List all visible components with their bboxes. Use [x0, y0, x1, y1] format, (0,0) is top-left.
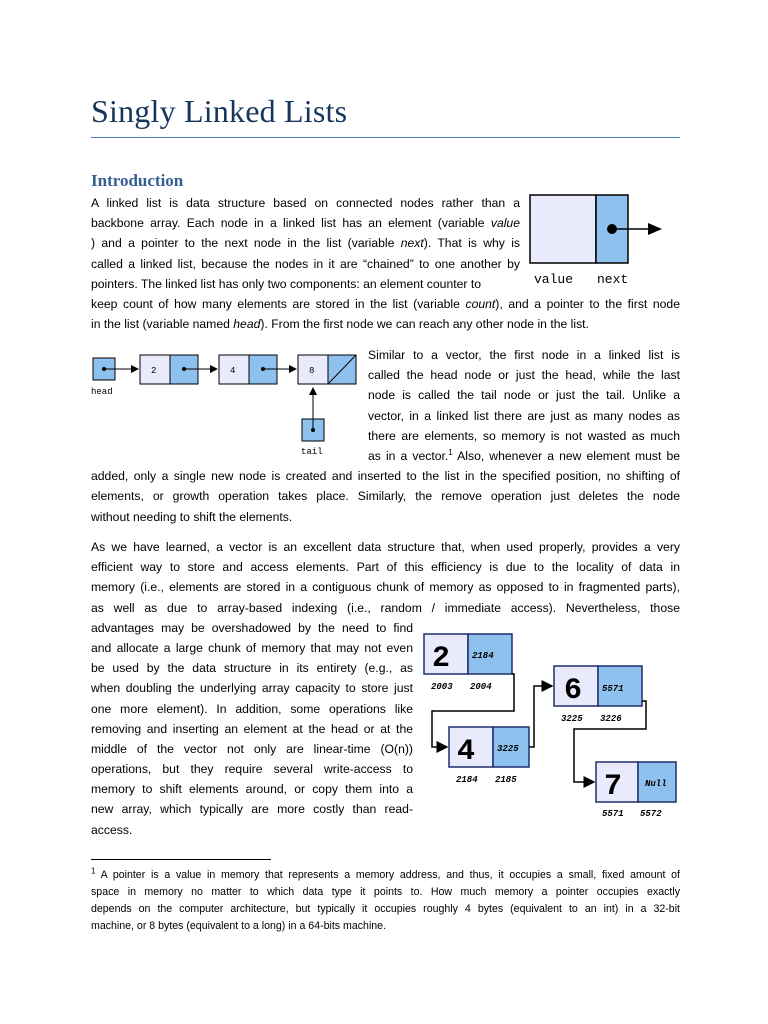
tail-label: tail: [301, 447, 323, 457]
memory-node-value: 4: [457, 735, 476, 769]
p3-line-5: advantages may be overshadowed by the need to find: [91, 620, 413, 635]
p1-line-6: keep count of how many elements are stored in the list (variable count), and a pointer to the first node: [91, 296, 680, 311]
p1-line-5: pointers. The linked list has only two components: an element counter to: [91, 276, 481, 291]
p1-line-1: A linked list is data structure based on connected nodes rather than a: [91, 196, 520, 210]
memory-node-value: 7: [604, 770, 623, 804]
footnote-line-1: $^1$ A pointer is a value in memory that represents a memory address, and thus, it occupies a small, fixed amount of: [91, 866, 680, 881]
p3-line-3: memory (i.e., elements are stored in a contiguous chunk of memory as opposed to in fragmented parts),: [91, 580, 680, 595]
footnote-rule: [91, 859, 271, 860]
p1-line-2: backbone array. Each node in a linked list has an element (variable value: [91, 216, 520, 231]
memory-address: 5572: [640, 809, 662, 819]
memory-address: 3226: [600, 714, 622, 724]
list-node-value: 4: [230, 366, 236, 376]
memory-address: 2185: [495, 775, 517, 785]
introduction-heading: Introduction: [91, 171, 184, 190]
p2-line-3: node is called the tail node or just the tail. Unlike a: [368, 388, 680, 403]
pointer-arrow: [529, 686, 552, 747]
p3-line-11: middle of the vector not only are linear-time (O(n)): [91, 741, 413, 756]
memory-address: 3225: [561, 714, 583, 724]
p2-line-9: without needing to shift the elements.: [91, 509, 293, 524]
p3-line-9: one more element). In addition, some operations like: [91, 701, 413, 716]
footnote: [91, 867, 680, 935]
p3-line-1: As we have learned, a vector is an excellent data structure that, when used properly, provides a very: [91, 540, 680, 554]
p2-line-1: Similar to a vector, the first node in a linked list is: [368, 348, 680, 362]
page-title: Singly Linked Lists: [91, 93, 348, 129]
p3-line-10: removing and inserting an element at the head or at the: [91, 721, 413, 736]
list-node-value: 2: [151, 366, 157, 376]
p1-line-7: in the list (variable named head). From the first node we can reach any other node in the list.: [91, 317, 589, 332]
p3-line-4: as well as due to array-based indexing (i.e., random / immediate access). Nevertheless, those: [91, 600, 680, 615]
memory-node-value: 6: [564, 674, 583, 708]
p2-line-2: called the head node or just the head, while the last: [368, 368, 680, 383]
p2-line-5: there are elements, so memory is not wasted as much: [368, 428, 680, 443]
memory-address: 2184: [456, 775, 478, 785]
p3-line-8: when doubling the underlying array capacity to store just: [91, 681, 413, 696]
p1-line-3: ) and a pointer to the next node in the list (variable next). That is why is: [91, 236, 521, 251]
value-label: value: [534, 272, 574, 287]
p3-line-12: operations, but they require several write-access to: [91, 762, 413, 777]
list-node-value: 8: [309, 366, 315, 376]
p3-line-15: access.: [91, 822, 133, 837]
memory-address: 2003: [431, 682, 453, 692]
p3-line-2: efficient way to store and access elements. Part of this efficiency is due to the locality of data in: [91, 560, 680, 575]
p3-line-7: be used by the data structure in its entirety (e.g., as: [91, 661, 413, 676]
title-rule: [91, 137, 680, 138]
next-label: next: [597, 272, 629, 287]
memory-node-pointer: 5571: [602, 684, 624, 694]
memory-node-value: 2: [432, 642, 451, 676]
footnote-line-4: machine, or 8 bytes (equivalent to a long) in a 64-bits machine.: [91, 920, 387, 932]
p3-line-14: new array, which typically are more costly than read-: [91, 802, 413, 817]
node-diagram: [528, 193, 668, 288]
head-tail-paragraph: [91, 345, 680, 527]
memory-address: 2004: [470, 682, 492, 692]
p3-line-6: and allocate a large chunk of memory that may not even: [91, 640, 413, 655]
memory-node-pointer: 2184: [472, 651, 494, 661]
p1-line-4: called a linked list, because the nodes in it are “chained” to one another by: [91, 256, 520, 271]
p3-line-13: memory to shift elements around, or copy them into a: [91, 782, 413, 797]
footnote-marker: 1: [91, 866, 96, 876]
footnote-line-3: depends on the computer architecture, but typically it occupies roughly 4 bytes (equivalent to an int) in a 32-bit: [91, 903, 680, 915]
memory-node-pointer: Null: [645, 779, 667, 789]
memory-address: 5571: [602, 809, 624, 819]
memory-node-pointer: 3225: [497, 744, 519, 754]
p2-line-8: elements, or growth operation takes place. Similarly, the remove operation just deletes the node: [91, 489, 680, 504]
footnote-ref[interactable]: 1: [448, 447, 453, 457]
p2-line-6: as in a vector.$^1$ Also, whenever a new element must be: [368, 447, 680, 463]
footnote-line-2: space in memory no matter to which data type it points to. How much memory a pointer occupies exactly: [91, 886, 680, 898]
p2-line-7: added, only a single new node is created and inserted to the list in the specified position, no shifting of: [91, 469, 680, 484]
head-label: head: [91, 387, 113, 397]
memory-layout-diagram: [420, 625, 680, 825]
p2-line-4: vector, in a linked list there are just as many nodes as: [368, 408, 680, 423]
